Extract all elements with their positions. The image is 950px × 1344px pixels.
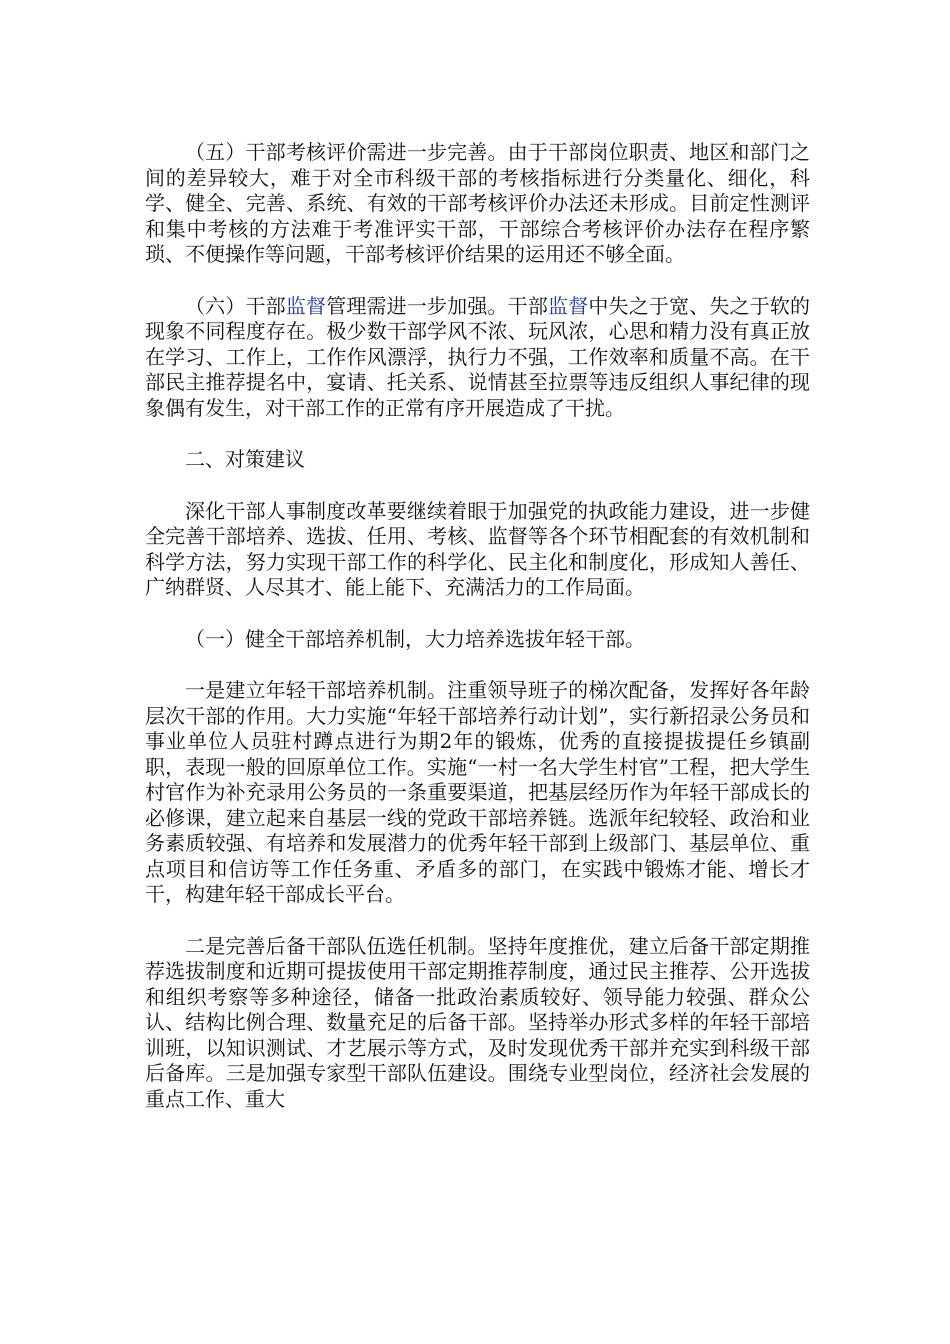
paragraph-reserve-cadre: 二是完善后备干部队伍选任机制。坚持年度推优，建立后备干部定期推荐选拔制度和近期可提拔使用干部定期推荐制度，通过民主推荐、公开选拔和组织考察等多种途径，储备一批政治素质较好、领导能力较强、群众公认、结构比例合理、数量充足的后备干部。坚持举办形式多样的年轻干部培训班，以知识测试、才艺展示等方式，及时发现优秀干部并充实到科级干部后备库。三是加强专家型干部队伍建设。围绕专业型岗位，经济社会发展的重点工作、重大 — [145, 933, 810, 1111]
document-page — [145, 140, 810, 1138]
supervision-link[interactable]: 监督 — [548, 293, 589, 318]
paragraph-text: 管理需进一步加强。干部 — [326, 293, 549, 318]
paragraph-cadre-supervision — [145, 294, 810, 422]
paragraph-cadre-evaluation: （五）干部考核评价需进一步完善。由于干部岗位职责、地区和部门之间的差异较大，难于对全市科级干部的考核指标进行分类量化、细化，科学、健全、完善、系统、有效的干部考核评价办法还未形成。目前定性测评和集中考核的方法难于考准评实干部，干部综合考核评价办法存在程序繁琐、不便操作等问题，干部考核评价结果的运用还不够全面。 — [145, 140, 810, 266]
paragraph-young-cadre-training: 一是建立年轻干部培养机制。注重领导班子的梯次配备，发挥好各年龄层次干部的作用。大力实施“年轻干部培养行动计划”，实行新招录公务员和事业单位人员驻村蹲点进行为期2年的锻炼，优秀的直接提拔提任乡镇副职，表现一般的回原单位工作。实施“一村一名大学生村官”工程，把大学生村官作为补充录用公务员的一条重要渠道，把基层经历作为年轻干部成长的必修课，建立起来自基层一线的党政干部培养链。选派年纪较轻、政治和业务素质较强、有培养和发展潜力的优秀年轻干部到上级部门、基层单位、重点项目和信访等工作任务重、矛盾多的部门，在实践中锻炼才能、增长才干，构建年轻干部成长平台。 — [145, 678, 810, 906]
section-heading-recommendations: 二、对策建议 — [185, 447, 305, 471]
paragraph-text: 中失之于宽、失之于软的现象不同程度存在。极少数干部学风不浓、玩风浓，心思和精力没有真正放在学习、工作上，工作作风漂浮，执行力不强，工作效率和质量不高。在干部民主推荐提名中，宴请、托关系、说情甚至拉票等违反组织人事纪律的现象偶有发生，对干部工作的正常有序开展造成了干扰。 — [145, 293, 811, 420]
paragraph-reform-intro: 深化干部人事制度改革要继续着眼于加强党的执政能力建设，进一步健全完善干部培养、选拔、任用、考核、监督等各个环节相配套的有效机制和科学方法，努力实现干部工作的科学化、民主化和制度化，形成知人善任、广纳群贤、人尽其才、能上能下、充满活力的工作局面。 — [145, 498, 810, 599]
subheading-training-mechanism: （一）健全干部培养机制，大力培养选拔年轻干部。 — [185, 626, 645, 651]
supervision-link[interactable]: 监督 — [285, 293, 327, 318]
paragraph-text: （六）干部 — [185, 293, 286, 318]
